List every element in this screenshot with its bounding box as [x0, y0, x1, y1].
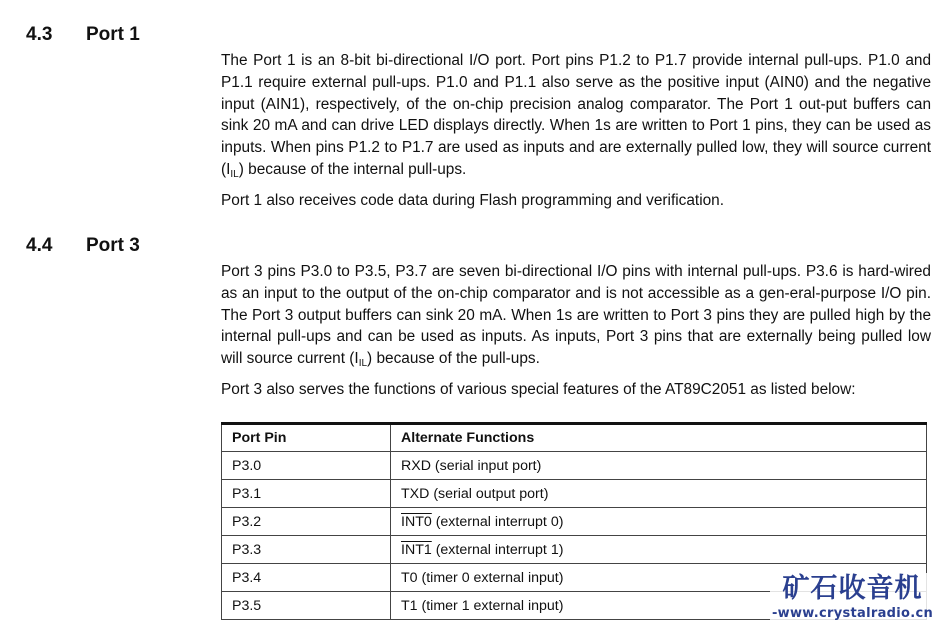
port3-text-end: ) because of the pull-ups. [367, 350, 540, 368]
function-cell [391, 452, 927, 480]
current-subscript: IL [230, 168, 239, 180]
header-port-pin: Port Pin [222, 424, 391, 452]
function-cell [391, 508, 927, 536]
section-4-3-heading [26, 24, 140, 46]
port1-description [221, 50, 931, 181]
port1-text-end: ) because of the internal pull-ups. [238, 160, 467, 178]
function-overline: INT0 [401, 513, 432, 530]
function-text: RXD (serial input port) [401, 457, 542, 474]
header-alternate-functions: Alternate Functions [391, 424, 927, 452]
table-row [222, 452, 927, 480]
current-subscript: IL [358, 358, 368, 370]
table-row [222, 480, 927, 508]
function-cell [391, 536, 927, 564]
port3-description [221, 261, 931, 370]
section-number: 4.3 [26, 24, 53, 45]
table-row [222, 536, 927, 564]
port3-special-features-note: Port 3 also serves the functions of various special features of the AT89C2051 as listed below: [221, 381, 856, 398]
section-number: 4.4 [26, 235, 53, 256]
watermark-chinese: 矿石收音机 [770, 573, 935, 605]
function-text: (external interrupt 0) [431, 513, 564, 530]
function-cell [391, 480, 927, 508]
function-text: (external interrupt 1) [431, 541, 564, 558]
function-text: T1 (timer 1 external input) [401, 597, 564, 614]
port1-flash-note: Port 1 also receives code data during Flash programming and verification. [221, 192, 725, 209]
port3-text: Port 3 pins P3.0 to P3.5, P3.7 are seven bi-directional I/O pins with internal pull-ups. P3.6 is hard-wired as an input to the output of the on-chip comparator and is not accessible as a gen-eral-purpose I/O pin. The Port 3 output buffers can sink 20 mA. When 1s are written to Port 3 pins they are pulled high by the internal pull-ups and can be used as inputs. As inputs, Port 3 pins that are externally being pulled low will source current (I [221, 263, 931, 368]
port1-text: The Port 1 is an 8-bit bi-directional I/O port. Port pins P1.2 to P1.7 provide internal pull-ups. P1.0 and P1.1 require external pull-ups. P1.0 and P1.1 also serve as the positive input (AIN0) and the negative input (AIN1), respectively, of the on-chip precision analog comparator. The Port 1 out-put buffers can sink 20 mA and can drive LED displays directly. When 1s are written to Port 1 pins, they can be used as inputs. When pins P1.2 to P1.7 are used as inputs and are externally pulled low, they will source current (I [221, 52, 931, 178]
pin-cell: P3.4 [222, 564, 391, 592]
pin-cell: P3.5 [222, 592, 391, 620]
section-title: Port 3 [86, 235, 140, 256]
pin-cell: P3.3 [222, 536, 391, 564]
function-text: TXD (serial output port) [401, 485, 549, 502]
table-row [222, 508, 927, 536]
pin-cell: P3.0 [222, 452, 391, 480]
pin-cell: P3.2 [222, 508, 391, 536]
pin-cell: P3.1 [222, 480, 391, 508]
watermark-url: -www.crystalradio.cn [771, 606, 934, 621]
table-header-row [222, 424, 927, 452]
section-title: Port 1 [86, 24, 140, 45]
watermark-logo [770, 573, 935, 623]
function-overline: INT1 [401, 541, 432, 558]
function-text: T0 (timer 0 external input) [401, 569, 564, 586]
section-4-4-heading [26, 235, 140, 257]
